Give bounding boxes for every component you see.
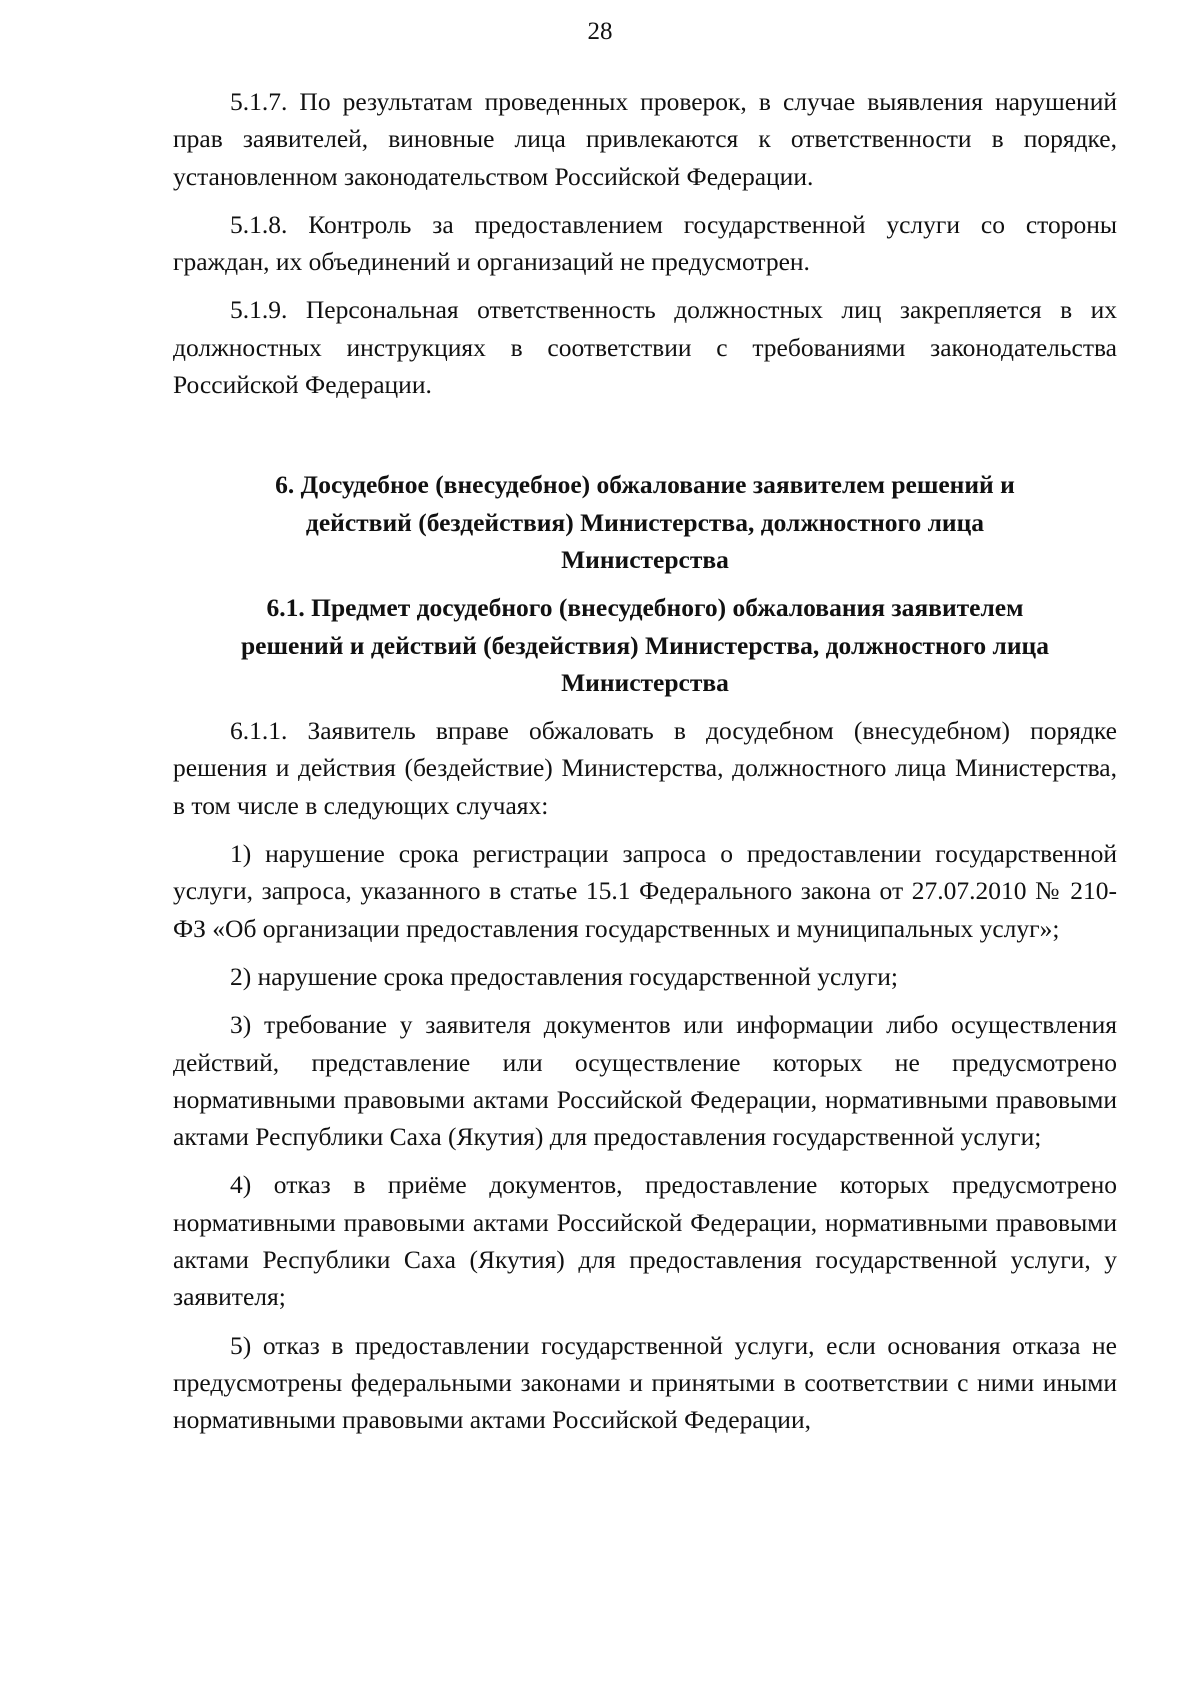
- subsection-heading-line: Министерства: [561, 667, 729, 697]
- list-item-1: 1) нарушение срока регистрации запроса о предоставлении государственной услуги, запроса, указанного в статье 15.1 Федерального закона от 27.07.2010 № 210-ФЗ «Об организации предоставления государственных и муниципальных услуг»;: [173, 839, 1117, 943]
- paragraph-5-1-9: 5.1.9. Персональная ответственность должностных лиц закрепляется в их должностных инструкциях в соответствии с требованиями законодательства Российской Федерации.: [173, 295, 1117, 400]
- paragraph-6-1-1: 6.1.1. Заявитель вправе обжаловать в досудебном (внесудебном) порядке решения и действия (бездействие) Министерства, должностного лица Министерства, в том числе в следующих случаях:: [173, 716, 1117, 820]
- document-body: [173, 83, 1117, 1450]
- page-number: 28: [587, 18, 613, 45]
- section-heading-line: Министерства: [561, 544, 729, 574]
- list-item-3: 3) требование у заявителя документов или информации либо осуществления действий, представление или осуществление которых не предусмотрено нормативными правовыми актами Российской Федерации, нормативными правовыми актами Республики Саха (Якутия) для предоставления государственной услуги;: [173, 1010, 1117, 1152]
- section-heading-line: 6. Досудебное (внесудебное) обжалование заявителем решений и: [275, 470, 1015, 500]
- section-spacer: [173, 414, 1117, 466]
- section-heading-6: [173, 466, 1117, 578]
- list-item-4: 4) отказ в приёме документов, предоставление которых предусмотрено нормативными правовыми актами Российской Федерации, нормативными правовыми актами Республики Саха (Якутия) для предоставления государственной услуги, у заявителя;: [173, 1170, 1117, 1312]
- paragraph-5-1-7: 5.1.7. По результатам проведенных проверок, в случае выявления нарушений прав заявителей, виновные лица привлекаются к ответственности в порядке, установленном законодательством Российской Федерации.: [173, 87, 1117, 191]
- subsection-heading-6-1: [173, 589, 1117, 701]
- paragraph-5-1-8: 5.1.8. Контроль за предоставлением государственной услуги со стороны граждан, их объединений и организаций не предусмотрен.: [173, 209, 1117, 277]
- list-item-5: 5) отказ в предоставлении государственной услуги, если основания отказа не предусмотрены федеральными законами и принятыми в соответствии с ними иными нормативными правовыми актами Российской Федерации,: [173, 1330, 1117, 1435]
- subsection-heading-line: решений и действий (бездействия) Министерства, должностного лица: [241, 630, 1049, 660]
- section-heading-line: действий (бездействия) Министерства, должностного лица: [305, 507, 985, 537]
- list-item-2: 2) нарушение срока предоставления государственной услуги;: [230, 961, 899, 991]
- subsection-heading-line: 6.1. Предмет досудебного (внесудебного) обжалования заявителем: [266, 593, 1024, 623]
